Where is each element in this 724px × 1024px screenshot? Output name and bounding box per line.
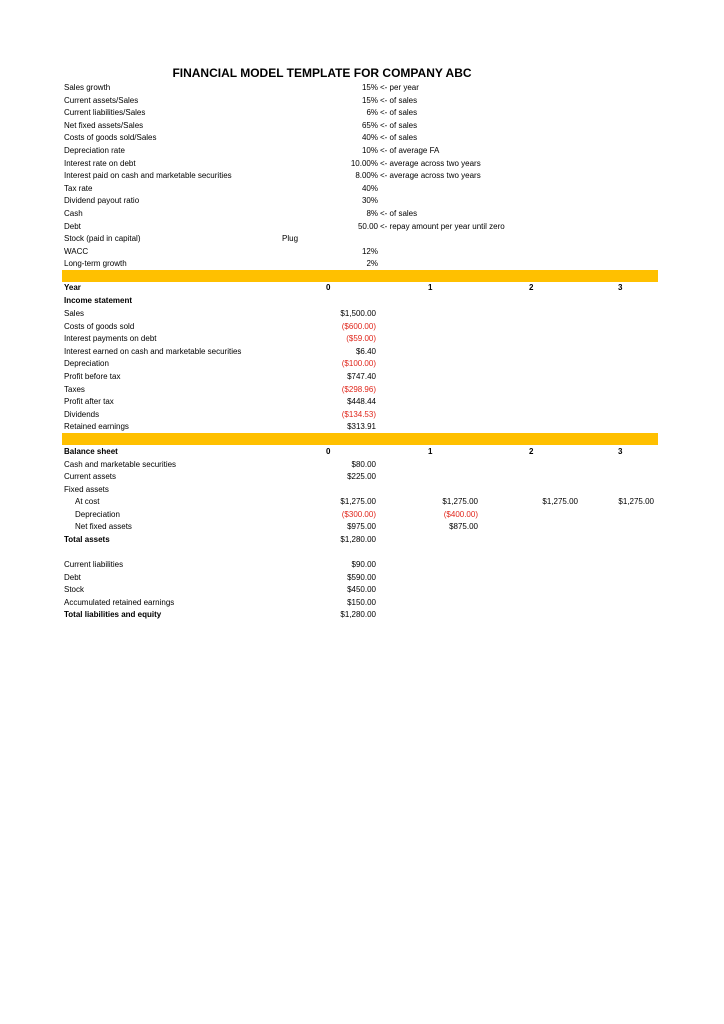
balance-row-current-liabilities [0,559,724,572]
balance-value-year-3: $1,275.00 [618,497,654,506]
income-value-year-0: ($134.53) [341,409,376,419]
assumption-note: <- of sales [380,108,418,118]
year-0: 0 [326,447,331,456]
assumption-value: 15% [361,83,378,92]
assumption-row [0,233,724,246]
income-statement-heading-row [0,295,724,308]
income-statement-heading: Income statement [64,296,133,305]
assumption-label: Interest paid on cash and marketable securities [64,171,232,181]
assumption-row [0,95,724,108]
assumption-value: 6% [366,108,378,118]
assumption-label: WACC [64,246,89,256]
balance-value-year-0: $1,275.00 [340,497,376,506]
income-row-interest-earned-on-cash-and-marketable-securities [0,346,724,359]
balance-value-year-0: $80.00 [351,459,376,469]
balance-value-year-0: $1,280.00 [340,610,376,619]
assumption-row [0,82,724,95]
assumption-plug: Plug [282,234,299,244]
assumption-value: 65% [361,120,378,130]
income-value-year-0: $313.91 [347,422,376,432]
assumption-value: 40% [361,183,378,193]
assumption-value: 40% [361,133,378,143]
income-value-year-0: $6.40 [355,346,376,356]
balance-row-label: Current liabilities [64,560,124,569]
income-row-depreciation [0,358,724,371]
balance-row-label: Total liabilities and equity [64,610,162,619]
income-row-profit-after-tax [0,396,724,409]
assumption-note: <- repay amount per year until zero [380,221,505,231]
balance-row-label: Total assets [64,534,110,544]
balance-row-label: Fixed assets [64,484,109,494]
assumption-note: <- of sales [380,120,418,130]
income-row-label: Sales [64,309,85,318]
income-value-year-0: ($100.00) [341,359,376,369]
income-row-label: Taxes [64,384,85,394]
balance-row-label: Depreciation [75,509,120,519]
assumption-value: 8.00% [355,171,378,181]
assumption-value: 12% [361,246,378,256]
income-value-year-0: ($600.00) [341,321,376,331]
balance-row-label: Current assets [64,472,117,481]
assumption-row [0,120,724,133]
balance-value-year-2: $1,275.00 [542,497,578,506]
income-row-taxes [0,384,724,397]
assumption-note: <- of sales [380,209,418,218]
page-title: FINANCIAL MODEL TEMPLATE FOR COMPANY ABC [172,66,472,80]
income-row-dividends [0,409,724,422]
year-3: 3 [618,447,623,456]
year-1: 1 [428,283,433,292]
income-row-label: Costs of goods sold [64,321,135,331]
balance-row-net-fixed-assets [0,521,724,534]
income-row-label: Interest payments on debt [64,334,157,344]
assumption-note: <- average across two years [380,171,481,181]
assumption-value: 50.00 [357,221,378,231]
income-row-interest-payments-on-debt [0,333,724,346]
assumption-label: Sales growth [64,83,111,92]
income-row-label: Depreciation [64,359,109,369]
balance-value-year-1: $875.00 [449,522,478,531]
income-row-label: Profit after tax [64,397,114,407]
balance-value-year-0: $225.00 [347,472,376,481]
year-label: Year [64,283,81,292]
balance-row-fixed-assets [0,484,724,497]
assumption-note: <- of average FA [380,146,440,155]
assumption-label: Net fixed assets/Sales [64,120,144,130]
assumption-label: Current liabilities/Sales [64,108,146,118]
balance-row-label: Debt [64,572,81,582]
assumption-row [0,246,724,259]
balance-row-at-cost [0,496,724,509]
assumption-label: Debt [64,221,81,231]
balance-sheet-header-row [0,446,724,459]
assumption-row [0,107,724,120]
assumption-note: <- of sales [380,95,418,105]
balance-value-year-0: ($300.00) [341,509,376,519]
assumption-note: <- of sales [380,133,418,143]
balance-row-label: Net fixed assets [75,522,132,531]
assumption-label: Tax rate [64,183,93,193]
balance-row-label: Stock [64,585,85,594]
assumption-label: Depreciation rate [64,146,125,155]
income-value-year-0: $747.40 [347,372,376,381]
balance-value-year-1: $1,275.00 [442,497,478,506]
balance-value-year-0: $590.00 [347,572,376,582]
assumption-value: 15% [361,95,378,105]
assumption-note: <- average across two years [380,158,481,168]
section-divider-band [62,270,658,282]
balance-value-year-0: $975.00 [347,522,376,531]
assumption-row [0,208,724,221]
balance-row-debt [0,572,724,585]
assumption-row [0,221,724,234]
assumption-row [0,183,724,196]
income-value-year-0: ($59.00) [346,334,376,344]
year-1: 1 [428,447,433,456]
income-row-profit-before-tax [0,371,724,384]
balance-row-cash-and-marketable-securities [0,459,724,472]
income-row-label: Dividends [64,409,100,419]
assumption-row [0,158,724,171]
assumption-note: <- per year [380,83,419,92]
year-2: 2 [529,447,534,456]
section-divider-band [62,433,658,445]
year-0: 0 [326,283,331,292]
balance-row-label: Cash and marketable securities [64,459,177,469]
assumption-value: 8% [366,209,378,218]
balance-row-label: At cost [75,497,100,506]
balance-value-year-0: $450.00 [347,585,376,594]
balance-row-accumulated-retained-earnings [0,597,724,610]
assumption-label: Dividend payout ratio [64,196,140,206]
assumption-label: Stock (paid in capital) [64,234,141,244]
balance-row-stock [0,584,724,597]
income-value-year-0: ($298.96) [341,384,376,394]
balance-row-label: Accumulated retained earnings [64,597,175,607]
assumption-value: 30% [361,196,378,206]
assumption-value: 2% [366,259,378,269]
assumption-label: Interest rate on debt [64,158,136,168]
assumption-row [0,145,724,158]
income-row-label: Profit before tax [64,372,121,381]
income-row-costs-of-goods-sold [0,321,724,334]
year-2: 2 [529,283,534,292]
assumption-label: Current assets/Sales [64,95,139,105]
balance-value-year-0: $150.00 [347,597,376,607]
assumption-value: 10% [361,146,378,155]
assumption-value: 10.00% [350,158,378,168]
balance-value-year-1: ($400.00) [443,509,478,519]
assumption-label: Long-term growth [64,259,127,269]
income-row-label: Interest earned on cash and marketable securities [64,346,242,356]
assumption-row [0,170,724,183]
assumption-label: Cash [64,209,83,218]
assumption-row [0,195,724,208]
balance-row-depreciation [0,509,724,522]
income-row-sales [0,308,724,321]
balance-sheet-heading: Balance sheet [64,447,118,456]
income-value-year-0: $448.44 [347,397,376,407]
assumption-row [0,132,724,145]
income-row-label: Retained earnings [64,422,129,432]
assumption-label: Costs of goods sold/Sales [64,133,157,143]
year-3: 3 [618,283,623,292]
balance-row-current-assets [0,471,724,484]
balance-value-year-0: $90.00 [351,560,376,569]
year-header-row [0,282,724,295]
balance-row-total-liabilities-and-equity [0,609,724,622]
income-value-year-0: $1,500.00 [340,309,376,318]
balance-row-total-assets [0,534,724,547]
balance-value-year-0: $1,280.00 [340,534,376,544]
